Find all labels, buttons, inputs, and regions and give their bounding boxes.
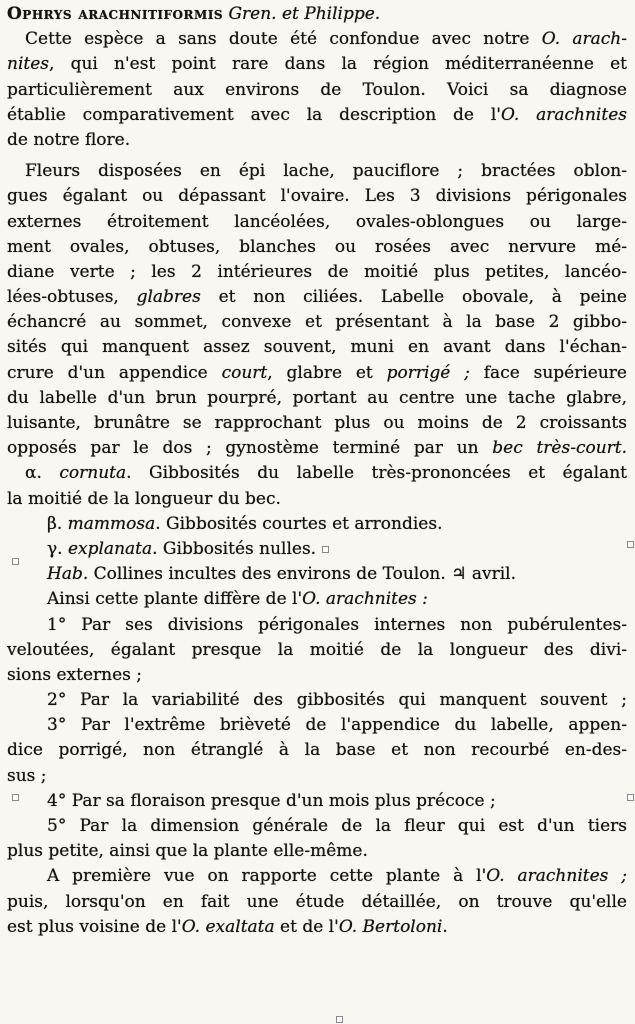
description-line-1: Fleurs disposées en épi lache, pauciflore ; bractées oblon- (25, 161, 627, 182)
intro-line-5: de notre flore. (7, 129, 131, 150)
differences-intro: Ainsi cette plante diffère de l'O. arachnites : (47, 589, 428, 610)
description-line-7: échancré au sommet, convexe et présentant à la base 2 gibbo- (7, 312, 627, 333)
selection-handle-3[interactable] (627, 541, 634, 548)
variety-alpha-line-2: la moitié de la longueur du bec. (7, 488, 281, 509)
difference-1-line-3: sions externes ; (7, 664, 143, 685)
variety-gamma: γ. explanata. Gibbosités nulles. (47, 538, 317, 559)
intro-line-2: nites, qui n'est point rare dans la région méditerranéenne et (7, 54, 627, 75)
difference-3-line-3: sus ; (7, 765, 47, 786)
description-line-6: lées-obtuses, glabres et non ciliées. Labelle obovale, à peine (7, 287, 627, 308)
page-text (7, 2, 627, 940)
habitat-line: Hab. Collines incultes des environs de Toulon. ♃ avril. (47, 564, 516, 585)
difference-3-line-1: 3° Par l'extrême brièveté de l'appendice du labelle, appen- (47, 715, 627, 736)
difference-2: 2° Par la variabilité des gibbosités qui manquent souvent ; (47, 690, 627, 711)
species-authors: Gren. et Philippe. (228, 4, 381, 24)
selection-handle-1[interactable] (322, 546, 329, 553)
conclusion-line-1: A première vue on rapporte cette plante à l'O. arachnites ; (47, 866, 628, 887)
description-line-8: sités qui manquent assez souvent, muni en avant dans l'échan- (7, 337, 627, 358)
conclusion-line-2: puis, lorsqu'on en fait une étude détaillée, on trouve qu'elle (7, 891, 627, 912)
description-line-2: gues égalant ou dépassant l'ovaire. Les 3 divisions périgonales (7, 186, 627, 207)
description-line-10: du labelle d'un brun pourpré, portant au centre une tache glabre, (7, 387, 627, 408)
intro-line-1: Cette espèce a sans doute été confondue avec notre O. arach- (25, 29, 627, 50)
description-line-5: diane verte ; les 2 intérieures de moitié plus petites, lancéo- (7, 261, 627, 282)
conclusion-line-3: est plus voisine de l'O. exaltata et de l'O. Bertoloni. (7, 916, 448, 937)
variety-beta: β. mammosa. Gibbosités courtes et arrondies. (47, 513, 443, 534)
intro-line-4: établie comparativement avec la description de l'O. arachnites (7, 104, 627, 125)
difference-3-line-2: dice porrigé, non étranglé à la base et non recourbé en-des- (7, 740, 627, 761)
description-line-11: luisante, brunâtre se rapprochant plus ou moins de 2 croissants (7, 413, 627, 433)
difference-5-line-1: 5° Par la dimension générale de la fleur qui est d'un tiers (47, 816, 627, 836)
species-name: Ophrys arachnitiformis (7, 4, 224, 24)
description-line-3: externes étroitement lancéolées, ovales-oblongues ou large- (7, 211, 627, 232)
selection-handle-4[interactable] (12, 794, 19, 801)
description-line-4: ment ovales, obtuses, blanches ou rosées avec nervure mé- (7, 236, 627, 257)
selection-handle-5[interactable] (627, 794, 634, 801)
difference-1-line-2: veloutées, égalant presque la moitié de la longueur des divi- (7, 639, 627, 660)
difference-1-line-1: 1° Par ses divisions périgonales internes non pubérulentes- (47, 614, 627, 635)
variety-alpha-line-1: α. cornuta. Gibbosités du labelle très-prononcées et égalant (25, 463, 627, 484)
description-line-9: crure d'un appendice court, glabre et porrigé ; face supérieure (7, 362, 627, 383)
selection-handle-6[interactable] (336, 1016, 343, 1023)
species-heading (7, 2, 627, 27)
difference-5-line-2: plus petite, ainsi que la plante elle-même. (7, 841, 368, 862)
difference-4: 4° Par sa floraison presque d'un mois plus précoce ; (47, 790, 496, 811)
selection-handle-2[interactable] (12, 558, 19, 565)
intro-line-3: particulièrement aux environs de Toulon. Voici sa diagnose (7, 79, 627, 100)
description-line-12: opposés par le dos ; gynostème terminé par un bec très-court. (7, 438, 628, 459)
